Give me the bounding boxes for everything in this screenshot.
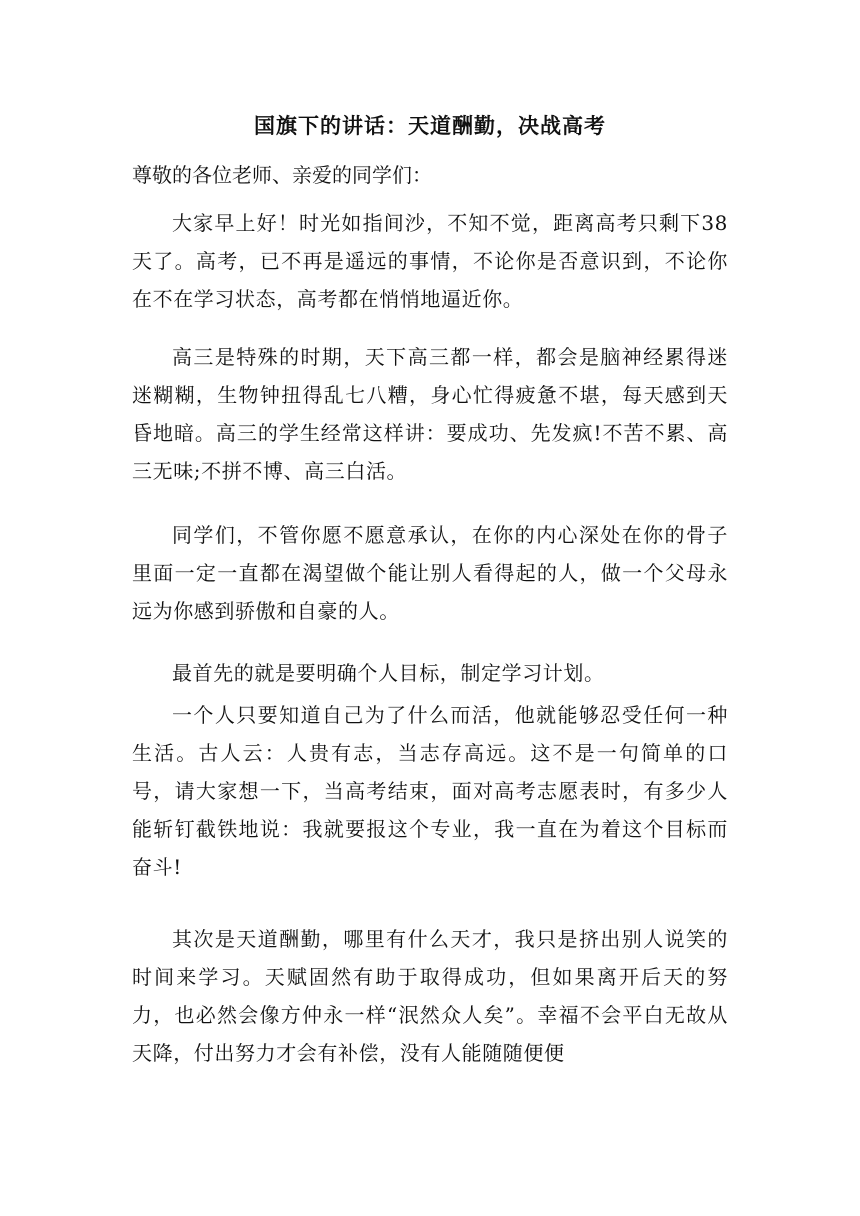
paragraph-5: 一个人只要知道自己为了什么而活，他就能够忍受任何一种生活。古人云：人贵有志，当志存高远。这不是一句简单的口号，请大家想一下，当高考结束，面对高考志愿表时，有多少人能斩钉截铁地说：我就要报这个专业，我一直在为着这个目标而奋斗! — [132, 703, 728, 879]
paragraph-3: 同学们，不管你愿不愿意承认，在你的内心深处在你的骨子里面一定一直都在渴望做个能让别人看得起的人，做一个父母永远为你感到骄傲和自豪的人。 — [132, 523, 728, 623]
salutation: 尊敬的各位老师、亲爱的同学们： — [132, 163, 432, 187]
paragraph-2: 高三是特殊的时期，天下高三都一样，都会是脑神经累得迷迷糊糊，生物钟扭得乱七八糟，身心忙得疲惫不堪，每天感到天昏地暗。高三的学生经常这样讲：要成功、先发疯!不苦不累、高三无味;不拼不博、高三白活。 — [132, 345, 728, 483]
paragraph-4: 最首先的就是要明确个人目标，制定学习计划。 — [172, 661, 605, 685]
paragraph-1: 大家早上好！时光如指间沙，不知不觉，距离高考只剩下38天了。高考，已不再是遥远的事情，不论你是否意识到，不论你在不在学习状态，高考都在悄悄地逼近你。 — [132, 211, 728, 311]
document-title: 国旗下的讲话：天道酬勤，决战高考 — [254, 114, 606, 138]
paragraph-6: 其次是天道酬勤，哪里有什么天才，我只是挤出别人说笑的时间来学习。天赋固然有助于取得成功，但如果离开后天的努力，也必然会像方仲永一样“泯然众人矣”。幸福不会平白无故从天降，付出努力才会有补偿，没有人能随随便便 — [132, 927, 728, 1065]
